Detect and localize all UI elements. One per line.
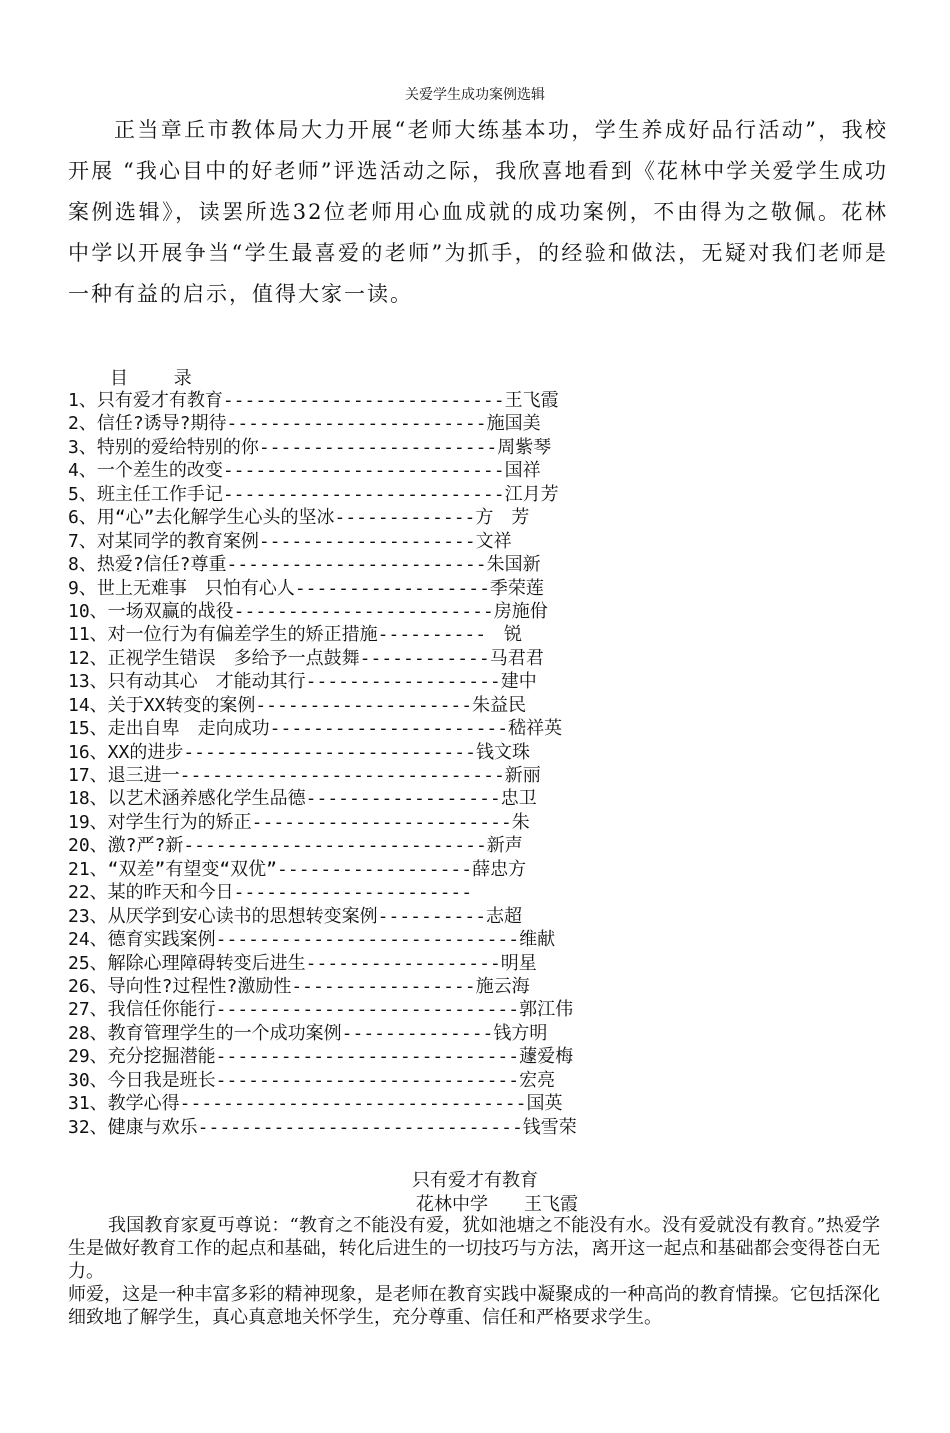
toc-entry: 14、关于XX转变的案例--------------------朱益民 (68, 694, 527, 716)
document-title: 关爱学生成功案例选辑 (405, 87, 545, 103)
toc-entry: 22、某的昨天和今日---------------------- (68, 882, 473, 904)
toc-entry: 20、激?严?新----------------------------新声 (68, 835, 523, 857)
toc-entry: 27、我信任你能行----------------------------郭江伟 (68, 999, 574, 1021)
toc-entry: 23、从厌学到安心读书的思想转变案例----------志超 (68, 905, 523, 927)
toc-entry: 29、充分挖掘潜能----------------------------蘧爱梅 (68, 1046, 574, 1068)
toc-entry: 17、退三进一------------------------------新丽 (68, 765, 541, 786)
toc-entry: 5、班主任工作手记--------------------------江月芳 (68, 483, 559, 505)
toc-entry: 9、世上无难事 只怕有心人------------------季荣莲 (68, 577, 544, 599)
toc-entry: 10、一场双赢的战役------------------------房施佾 (68, 600, 548, 622)
toc-entry: 12、正视学生错误 多给予一点鼓舞------------马君君 (68, 647, 544, 669)
toc-entry: 16、XX的进步---------------------------钱文珠 (68, 741, 530, 763)
article-byline: 花林中学 王飞霞 (416, 1194, 578, 1215)
table-of-contents (68, 389, 577, 1139)
toc-entry: 18、以艺术涵养感化学生品德------------------忠卫 (68, 788, 537, 810)
toc-entry: 26、导向性?过程性?激励性-----------------施云海 (68, 975, 530, 997)
toc-entry: 30、今日我是班长----------------------------宏亮 (68, 1069, 556, 1091)
toc-entry: 8、热爱?信任?尊重------------------------朱国新 (68, 554, 541, 576)
toc-entry: 32、健康与欢乐------------------------------钱雪荣 (68, 1116, 577, 1138)
toc-entry: 25、解除心理障碍转变后进生------------------明星 (68, 952, 537, 974)
article-paragraph: 我国教育家夏丏尊说：“教育之不能没有爱，犹如池塘之不能没有水。没有爱就没有教育。”热爱学生是做好教育工作的起点和基础，转化后进生的一切技巧与方法，离开这一起点和基础都会变得苍白无力。 (68, 1215, 880, 1282)
toc-entry: 3、特别的爱给特别的你----------------------周紫琴 (68, 436, 552, 458)
toc-entry: 19、对学生行为的矫正------------------------朱 (68, 811, 530, 833)
toc-entry: 13、只有动其心 才能动其行------------------建中 (68, 671, 537, 693)
toc-entry: 28、教育管理学生的一个成功案例--------------钱方明 (68, 1022, 548, 1044)
article-body (68, 1214, 880, 1329)
toc-entry: 4、一个差生的改变--------------------------国祥 (68, 460, 541, 482)
toc-entry: 1、只有爱才有教育--------------------------王飞霞 (68, 390, 559, 411)
toc-entry: 7、对某同学的教育案例--------------------文祥 (68, 530, 512, 552)
toc-entry: 6、用“心”去化解学生心头的坚冰-------------方 芳 (68, 507, 530, 529)
intro-paragraph: 正当章丘市教体局大力开展“老师大练基本功，学生养成好品行活动”，我校开展 “我心目中的好老师”评选活动之际，我欣喜地看到《花林中学关爱学生成功案例选辑》，读罢所选32位老师用心血成就的成功案例，不由得为之敬佩。花林中学以开展争当“学生最喜爱的老师”为抓手，的经验和做法，无疑对我们老师是一种有益的启示，值得大家一读。 (68, 118, 888, 306)
article-title: 只有爱才有教育 (412, 1170, 538, 1191)
article-paragraph: 师爱，这是一种丰富多彩的精神现象，是老师在教育实践中凝聚成的一种高尚的教育情操。它包括深化细致地了解学生，真心真意地关怀学生，充分尊重、信任和严格要求学生。 (68, 1284, 880, 1328)
toc-entry: 11、对一位行为有偏差学生的矫正措施---------- 锐 (68, 624, 523, 646)
toc-entry: 31、教学心得--------------------------------国英 (68, 1093, 563, 1115)
toc-entry: 21、“双差”有望变“双优”------------------薛忠方 (68, 858, 527, 880)
toc-entry: 15、走出自卑 走向成功----------------------嵇祥英 (68, 718, 563, 740)
toc-entry: 2、信任?诱导?期待------------------------施国美 (68, 413, 541, 435)
toc-heading: 目 录 (110, 368, 212, 389)
toc-entry: 24、德育实践案例----------------------------维献 (68, 929, 556, 951)
